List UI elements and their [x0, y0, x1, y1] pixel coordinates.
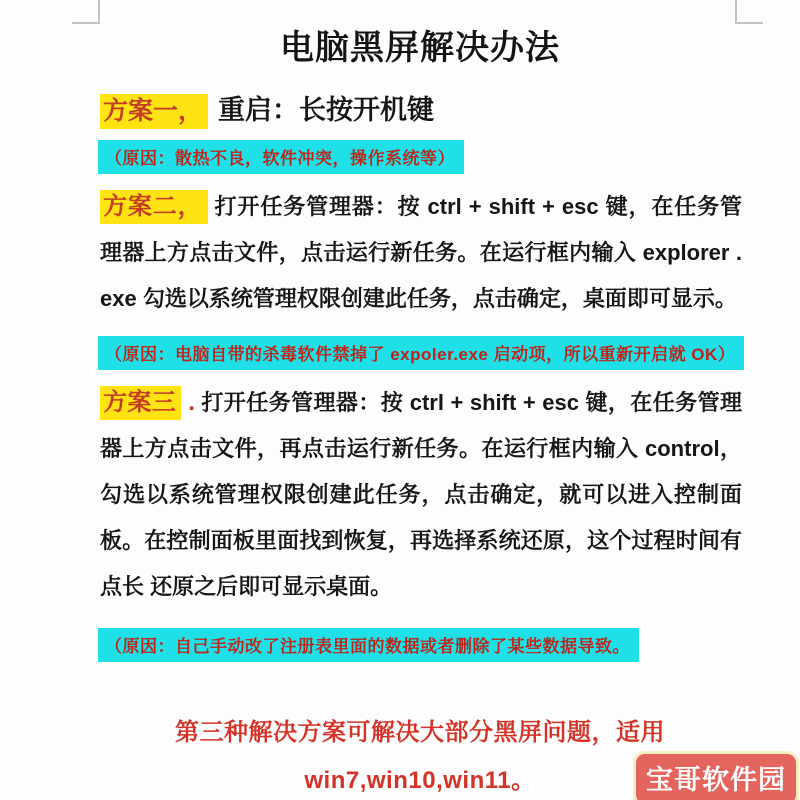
plan1-label-highlight: 方案一， [100, 94, 208, 129]
watermark-badge: 宝哥软件园 [633, 751, 799, 800]
page-title: 电脑黑屏解决办法 [280, 29, 560, 67]
plan2-reason-highlight: （原因：电脑自带的杀毒软件禁掉了 expoler.exe 启动项，所以重新开启就 OK） [98, 336, 744, 370]
plan1-reason-highlight: （原因：散热不良，软件冲突，操作系统等） [98, 140, 464, 174]
page-margin-mark-left [72, 0, 100, 24]
plan2-label-highlight: 方案二， [100, 190, 208, 224]
plan3-label-suffix: . [188, 389, 195, 416]
plan2-text: 打开任务管理器：按 ctrl + shift + esc 键，在任务管理器上方点击文件，点击运行新任务。在运行框内输入 explorer . exe 勾选以系统管理权限创建此任务，点击确定，桌面即可显示。 [100, 194, 742, 311]
plan3-paragraph [100, 380, 742, 610]
plan3-label-highlight: 方案三 [100, 386, 181, 420]
plan3-reason-highlight: （原因：自己手动改了注册表里面的数据或者删除了某些数据导致。 [98, 628, 639, 662]
footer-note-line2: win7,win10,win11。 [304, 767, 536, 794]
plan1-line [100, 88, 434, 127]
plan3-text: 打开任务管理器：按 ctrl + shift + esc 键，在任务管理器上方点击文件，再点击运行新任务。在运行框内输入 control，勾选以系统管理权限创建此任务，点击确定，就可以进入控制面板。在控制面板里面找到恢复，再选择系统还原，这个过程时间有点长 还原之后即可显示桌面。 [100, 390, 742, 599]
footer-note-line1: 第三种解决方案可解决大部分黑屏问题，适用 [175, 719, 665, 746]
plan1-text: 重启：长按开机键 [218, 95, 435, 125]
plan2-paragraph [100, 184, 742, 322]
